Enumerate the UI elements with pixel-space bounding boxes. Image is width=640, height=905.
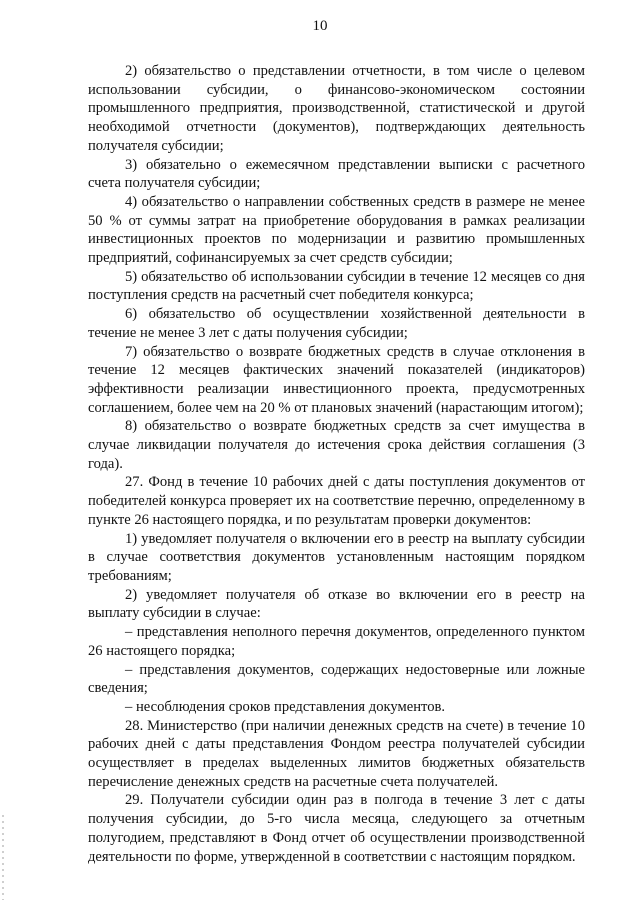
paragraph: 28. Министерство (при наличии денежных средств на счете) в течение 10 рабочих дней с даты представления Фондом реестра получателей субсидии осуществляет в пределах выделенных лимитов бюджетных обязательств перечисление денежных средств на расчетные счета получателей. — [88, 717, 585, 790]
page-number: 10 — [312, 18, 328, 34]
paragraph: 3) обязательно о ежемесячном представлении выписки с расчетного счета получателя субсидии; — [88, 156, 585, 192]
paragraph: 6) обязательство об осуществлении хозяйственной деятельности в течение не менее 3 лет с даты получения субсидии; — [88, 306, 585, 341]
paragraph: 27. Фонд в течение 10 рабочих дней с даты поступления документов от победителей конкурса проверяет их на соответствие перечню, определенному в пункте 26 настоящего порядка, и по результатам проверки документов: — [88, 474, 585, 528]
paragraph: 1) уведомляет получателя о включении его в реестр на выплату субсидии в случае соответствия документов установленным настоящим порядком требованиям; — [88, 530, 585, 584]
scan-margin-mark — [2, 815, 4, 900]
paragraph: – несоблюдения сроков представления документов. — [125, 698, 446, 715]
paragraph: 4) обязательство о направлении собственных средств в размере не менее 50 % от суммы затрат на приобретение оборудования в рамках реализации инвестиционных проектов по модернизации и развитию промышленных предприятий, софинансируемых за счет средств субсидии; — [88, 193, 585, 267]
paragraph: – представления неполного перечня документов, определенного пунктом 26 настоящего порядка; — [88, 624, 585, 659]
paragraph: 5) обязательство об использовании субсидии в течение 12 месяцев со дня поступления средств на расчетный счет победителя конкурса; — [88, 268, 585, 304]
document-body — [88, 62, 585, 866]
paragraph: 8) обязательство о возврате бюджетных средств за счет имущества в случае ликвидации получателя до истечения срока действия соглашения (3 года). — [88, 418, 585, 472]
paragraph: 7) обязательство о возврате бюджетных средств в случае отклонения в течение 12 месяцев фактических значений показателей (индикаторов) эффективности реализации инвестиционного проекта, предусмотренных соглашением, более чем на 20 % от плановых значений (нарастающим итогом); — [88, 343, 585, 416]
paragraph: 29. Получатели субсидии один раз в полгода в течение 3 лет с даты получения субсидии, до 5-го числа месяца, следующего за отчетным полугодием, представляют в Фонд отчет об осуществлении производственной деятельности по форме, утвержденной в соответствии с настоящим порядком. — [88, 792, 585, 865]
paragraph: 2) уведомляет получателя об отказе во включении его в реестр на выплату субсидии в случае: — [88, 586, 585, 622]
paragraph: 2) обязательство о представлении отчетности, в том числе о целевом использовании субсидии, о финансово-экономическом состоянии промышленного предприятия, производственной, статистической и другой необходимой отчетности (документов), подтверждающих деятельность получателя субсидии; — [88, 63, 585, 154]
paragraph: – представления документов, содержащих недостоверные или ложные сведения; — [88, 661, 585, 697]
